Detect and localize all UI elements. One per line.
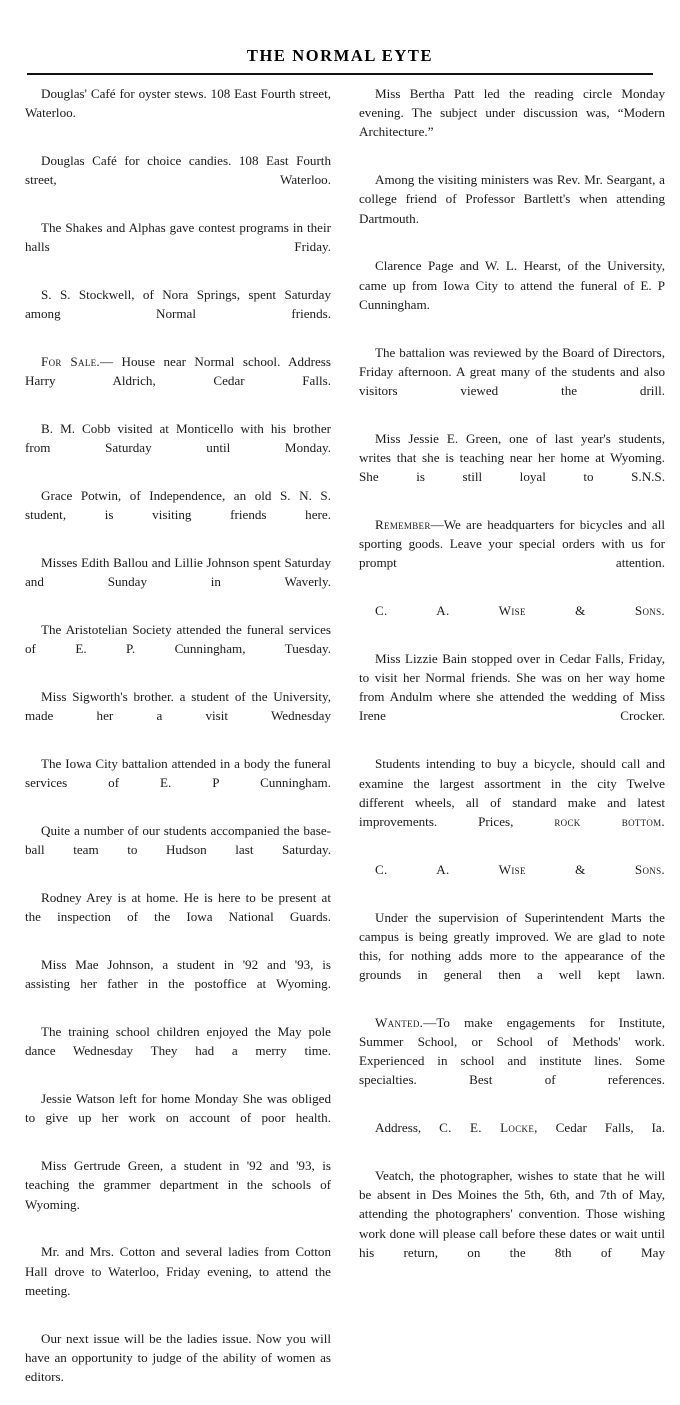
left-column [25,84,331,1405]
news-item [359,343,665,420]
item-text: The Iowa City battalion attended in a body the funeral services of E. P Cunningham. [25,756,331,791]
signature-text: C. A. Wise & Sons. [375,861,665,877]
item-text: Quite a number of our students accompanied the base-ball team to Hudson last Saturday. [25,823,331,858]
address-name: C. E. Locke, [439,1120,538,1136]
right-column [359,84,665,1281]
item-text: —To make engagements for Institute, Summer School, or School of Methods' work. Experienced in school and institute lines. Some specialties. Best of references. [359,1014,665,1088]
item-text: Rodney Arey is at home. He is here to be present at the inspection of the Iowa National Guards. [25,890,331,925]
news-item [359,515,665,592]
item-lead-smallcaps: For Sale. [41,354,100,370]
item-text: The training school children enjoyed the May pole dance Wednesday They had a merry time. [25,1024,331,1059]
item-text: B. M. Cobb visited at Monticello with his brother from Saturday until Monday. [25,421,331,456]
news-item [25,1156,331,1233]
news-item [25,821,331,879]
item-text: Miss Lizzie Bain stopped over in Cedar Falls, Friday, to visit her Normal friends. She was on her way home from Andulm where she attended the wedding of Miss Irene Crocker. [359,650,665,724]
item-text: —We are headquarters for bicycles and all sporting goods. Leave your special orders with us for prompt attention. [359,516,665,571]
item-text: Miss Bertha Patt led the reading circle Monday evening. The subject under discussion was, “Modern Architecture.” [359,86,665,140]
item-text: Miss Mae Johnson, a student in '92 and '93, is assisting her father in the postoffice at Wyoming. [25,957,331,992]
news-item [25,352,331,410]
news-item [25,754,331,812]
item-text: Veatch, the photographer, wishes to state that he will be absent in Des Moines the 5th, 6th, and 7th of May, attending the photographers' convention. Those wishing work done will please call before these dates or wait until his return, on the 8th of May [359,1168,665,1260]
news-item [359,908,665,1004]
news-item [25,218,331,276]
item-text: Jessie Watson left for home Monday She was obliged to give up her work on account of poor health. [25,1091,331,1126]
news-item [25,1089,331,1147]
news-item [359,256,665,333]
news-item [25,553,331,611]
item-text: Mr. and Mrs. Cotton and several ladies from Cotton Hall drove to Waterloo, Friday evening, to attend the meeting. [25,1244,331,1298]
header-divider [27,73,653,75]
item-text: Under the supervision of Superintendent Marts the campus is being greatly improved. We are glad to note this, for nothing adds more to the appearance of the grounds in general then a well kept lawn. [359,909,665,983]
news-item [25,1242,331,1319]
item-trailing-smallcaps: rock bottom. [554,813,665,829]
news-item [25,620,331,678]
advertiser-address [359,1118,665,1156]
item-text: Our next issue will be the ladies issue. Now you will have an opportunity to judge of the ability of women as editors. [25,1330,331,1384]
item-text: Miss Gertrude Green, a student in '92 and '93, is teaching the grammer department in the schools of Wyoming. [25,1158,331,1212]
advertiser-signature [359,601,665,639]
news-item [359,84,665,161]
item-text: The battalion was reviewed by the Board of Directors, Friday afternoon. A great many of the students and also visitors viewed the drill. [359,344,665,398]
news-item [25,151,331,209]
news-item [25,888,331,946]
news-item [359,1013,665,1109]
item-text: Among the visiting ministers was Rev. Mr. Seargant, a college friend of Professor Bartlett's when attending Dartmouth. [359,172,665,226]
two-column-body [25,84,665,1405]
item-text: S. S. Stockwell, of Nora Springs, spent Saturday among Normal friends. [25,287,331,322]
item-lead-smallcaps: Remember [375,516,431,532]
news-item [25,687,331,745]
advertiser-signature [359,860,665,898]
item-text: Miss Jessie E. Green, one of last year's students, writes that she is teaching near her home at Wyoming. She is still loyal to S.N.S. [359,430,665,485]
news-item [25,955,331,1013]
news-item [359,649,665,745]
item-text: Misses Edith Ballou and Lillie Johnson spent Saturday and Sunday in Waverly. [25,555,331,590]
news-item [359,429,665,506]
address-suffix: Cedar Falls, Ia. [537,1120,665,1136]
item-text: Students intending to buy a bicycle, should call and examine the largest assortment in the city Twelve different wheels, all of standard make and latest improvements. Prices, [359,756,665,829]
news-item [25,419,331,477]
news-item [25,285,331,343]
news-item [25,486,331,544]
news-item [359,1166,665,1281]
item-lead-smallcaps: Wanted. [375,1014,424,1030]
item-text: — House near Normal school. Address Harry Aldrich, Cedar Falls. [25,354,331,389]
page-title: THE NORMAL EYTE [246,46,434,65]
item-text: Clarence Page and W. L. Hearst, of the University, came up from Iowa City to attend the funeral of E. P Cunningham. [359,258,665,312]
address-prefix: Address, [375,1120,440,1136]
item-text: Grace Potwin, of Independence, an old S. N. S. student, is visiting friends here. [25,488,331,523]
item-text: Miss Sigworth's brother. a student of the University, made her a visit Wednesday [25,689,331,724]
news-item [25,1329,331,1405]
item-text: Douglas Café for choice candies. 108 East Fourth street, Waterloo. [25,153,331,188]
item-text: Douglas' Café for oyster stews. 108 East Fourth street, Waterloo. [25,86,331,121]
item-text: The Shakes and Alphas gave contest programs in their halls Friday. [25,220,331,255]
item-text: The Aristotelian Society attended the funeral services of E. P. Cunningham, Tuesday. [25,622,331,657]
news-item [359,754,665,850]
news-item [25,1022,331,1080]
news-item [25,84,331,142]
signature-text: C. A. Wise & Sons. [375,603,665,619]
news-item [359,170,665,247]
